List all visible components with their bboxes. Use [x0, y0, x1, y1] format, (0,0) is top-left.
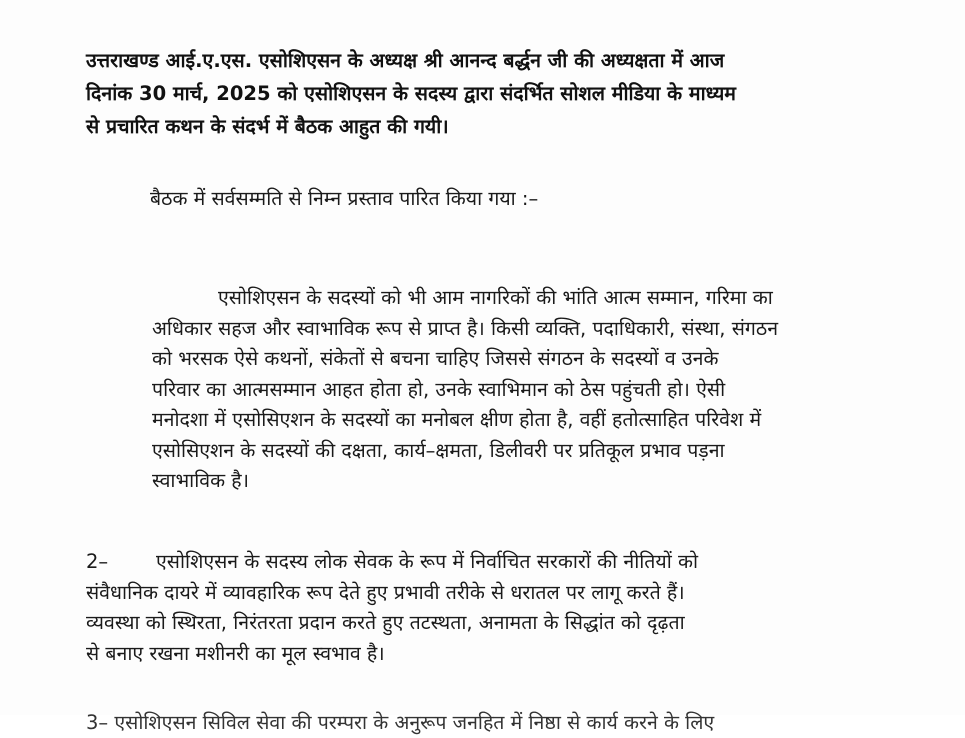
paragraph-2 [86, 547, 934, 669]
intro-line-1: उत्तराखण्ड आई.ए.एस. एसोशिएसन के अध्यक्ष श्री आनन्द बर्द्धन जी की अध्यक्षता में आज [86, 49, 725, 72]
paragraph-2-line-1-text: एसोशिएसन के सदस्य लोक सेवक के रूप में निर्वाचित सरकारों की नीतियों को [156, 550, 698, 573]
paragraph-1-line-6: एसोसिएशन के सदस्यों की दक्षता, कार्य–क्षमता, डिलीवरी पर प्रतिकूल प्रभाव पड़ना [152, 438, 725, 462]
intro-line-2: दिनांक 30 मार्च, 2025 को एसोशिएसन के सदस्य द्वारा संदर्भित सोशल मीडिया के माध्यम [86, 82, 736, 105]
paragraph-2-line-4: से बनाए रखना मशीनरी का मूल स्वभाव है। [86, 641, 385, 665]
paragraph-1-line-1: एसोशिएसन के सदस्यों को भी आम नागरिकों की भांति आत्म सम्मान, गरिमा का [218, 286, 773, 309]
paragraph-2-line-1 [86, 547, 934, 578]
paragraph-2-line-3: व्यवस्था को स्थिरता, निरंतरता प्रदान करते हुए तटस्थता, अनामता के सिद्धांत को दृढ़ता [86, 611, 685, 634]
paragraph-3-cutoff-line: 3– एसोशिएसन सिविल सेवा की परम्परा के अनुरूप जनहित में निष्ठा से कार्य करने के लिए [86, 711, 715, 734]
meeting-intro-paragraph [86, 44, 934, 143]
paragraph-1-line-3: को भरसक ऐसे कथनों, संकेतों से बचना चाहिए जिससे संगठन के सदस्यों व उनके [152, 347, 719, 370]
resolution-intro: बैठक में सर्वसम्मति से निम्न प्रस्ताव पारित किया गया :– [150, 187, 539, 210]
paragraph-1-line-2: अधिकार सहज और स्वाभाविक रूप से प्राप्त है। किसी व्यक्ति, पदाधिकारी, संस्था, संगठन [152, 316, 779, 340]
paragraph-2-line-2: संवैधानिक दायरे में व्यावहारिक रूप देते हुए प्रभावी तरीके से धरातल पर लागू करते हैं। [86, 580, 685, 604]
paragraph-1-line-7: स्वाभाविक है। [152, 469, 250, 492]
intro-line-3: से प्रचारित कथन के संदर्भ में बैठक आहुत की गयी। [86, 115, 449, 138]
cutoff-line-container [86, 700, 934, 734]
paragraph-1-line-4: परिवार का आत्मसम्मान आहत होता हो, उनके स्वाभिमान को ठेस पहुंचती हो। ऐसी [152, 377, 726, 401]
paragraph-2-number: 2– [86, 550, 109, 573]
paragraph-1-line-5: मनोदशा में एसोसिएशन के सदस्यों का मनोबल क्षीण होता है, वहीं हतोत्साहित परिवेश में [152, 408, 762, 431]
paragraph-1 [86, 283, 934, 497]
